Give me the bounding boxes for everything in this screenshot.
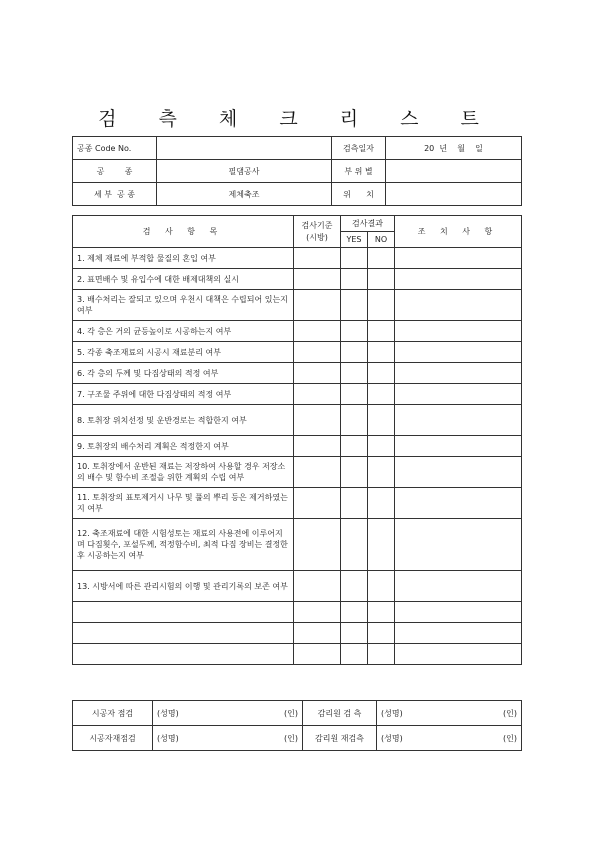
- checklist-item-text: 12. 축조재료에 대한 시험성토는 재료의 사용전에 이루어지며 다짐횟수, 포설두께, 적정함수비, 최적 다짐 장비는 결정한 후 시공하는지 여부: [73, 519, 294, 571]
- yes-cell[interactable]: [341, 269, 368, 290]
- criteria-cell[interactable]: [294, 384, 341, 405]
- criteria-cell[interactable]: [294, 363, 341, 384]
- header-result: 검사결과: [341, 216, 395, 232]
- action-cell[interactable]: [395, 269, 522, 290]
- yes-cell[interactable]: [341, 644, 368, 665]
- criteria-cell[interactable]: [294, 405, 341, 436]
- checklist-table: [72, 215, 522, 665]
- checklist-item-text: 11. 토취장의 표토제거시 나무 및 풀의 뿌리 등은 제거하였는지 여부: [73, 488, 294, 519]
- yes-cell[interactable]: [341, 321, 368, 342]
- yes-cell[interactable]: [341, 342, 368, 363]
- action-cell[interactable]: [395, 290, 522, 321]
- type-label: 공 종: [73, 160, 157, 183]
- checklist-item-text: 3. 배수처리는 잘되고 있으며 우천시 대책은 수립되어 있는지 여부: [73, 290, 294, 321]
- supervisor-recheck-label: 감리원 재검측: [303, 726, 377, 751]
- criteria-cell[interactable]: [294, 602, 341, 623]
- header-action: 조 치 사 항: [395, 216, 522, 248]
- yes-cell[interactable]: [341, 405, 368, 436]
- seal-mark: (인): [503, 708, 517, 718]
- checklist-row: [73, 269, 522, 290]
- name-mark: (성명): [381, 733, 403, 743]
- criteria-cell[interactable]: [294, 248, 341, 269]
- location-field[interactable]: [386, 183, 522, 206]
- no-cell[interactable]: [368, 384, 395, 405]
- checklist-row: [73, 405, 522, 436]
- part-label: 부 위 별: [332, 160, 386, 183]
- checklist-item-text: 6. 각 층의 두께 및 다짐상태의 적정 여부: [73, 363, 294, 384]
- checklist-row: [73, 290, 522, 321]
- checklist-item-text: [73, 623, 294, 644]
- criteria-cell[interactable]: [294, 436, 341, 457]
- action-cell[interactable]: [395, 363, 522, 384]
- checklist-items: [73, 248, 522, 665]
- no-cell[interactable]: [368, 488, 395, 519]
- no-cell[interactable]: [368, 248, 395, 269]
- checklist-row: [73, 342, 522, 363]
- checklist-row: [73, 644, 522, 665]
- action-cell[interactable]: [395, 248, 522, 269]
- checklist-item-text: 9. 토취장의 배수처리 계획은 적정한지 여부: [73, 436, 294, 457]
- action-cell[interactable]: [395, 405, 522, 436]
- sub-type-field[interactable]: 제체축조: [157, 183, 332, 206]
- checklist-item-text: 7. 구조물 주위에 대한 다짐상태의 적정 여부: [73, 384, 294, 405]
- checklist-row: [73, 457, 522, 488]
- yes-cell[interactable]: [341, 623, 368, 644]
- action-cell[interactable]: [395, 457, 522, 488]
- checklist-row: [73, 436, 522, 457]
- code-field[interactable]: [157, 137, 332, 160]
- date-label: 검측일자: [332, 137, 386, 160]
- page-title: 검 측 체 크 리 스 트: [98, 108, 497, 130]
- seal-mark: (인): [284, 733, 298, 743]
- no-cell[interactable]: [368, 519, 395, 571]
- no-cell[interactable]: [368, 644, 395, 665]
- yes-cell[interactable]: [341, 384, 368, 405]
- action-cell[interactable]: [395, 623, 522, 644]
- yes-cell[interactable]: [341, 519, 368, 571]
- yes-cell[interactable]: [341, 488, 368, 519]
- checklist-item-text: 10. 토취장에서 운반된 재료는 저장하여 사용할 경우 저장소의 배수 및 함수비 조절을 위한 계획의 수립 여부: [73, 457, 294, 488]
- criteria-cell[interactable]: [294, 342, 341, 363]
- criteria-cell[interactable]: [294, 269, 341, 290]
- contractor-check-label: 시공자 점검: [73, 701, 153, 726]
- yes-cell[interactable]: [341, 571, 368, 602]
- checklist-row: [73, 321, 522, 342]
- checklist-item-text: 13. 시방서에 따른 관리시험의 이행 및 관리기록의 보존 여부: [73, 571, 294, 602]
- action-cell[interactable]: [395, 602, 522, 623]
- checklist-item-text: [73, 602, 294, 623]
- no-cell[interactable]: [368, 269, 395, 290]
- header-items: 검 사 항 목: [73, 216, 294, 248]
- criteria-cell[interactable]: [294, 457, 341, 488]
- action-cell[interactable]: [395, 321, 522, 342]
- criteria-cell[interactable]: [294, 519, 341, 571]
- signature-table: [72, 700, 522, 751]
- contractor-check-sign[interactable]: [153, 701, 303, 726]
- no-cell[interactable]: [368, 602, 395, 623]
- header-criteria: [294, 216, 341, 248]
- criteria-cell[interactable]: [294, 644, 341, 665]
- checklist-row: [73, 571, 522, 602]
- no-cell[interactable]: [368, 571, 395, 602]
- yes-cell[interactable]: [341, 363, 368, 384]
- yes-cell[interactable]: [341, 457, 368, 488]
- name-mark: (성명): [157, 733, 179, 743]
- no-cell[interactable]: [368, 436, 395, 457]
- action-cell[interactable]: [395, 571, 522, 602]
- action-cell[interactable]: [395, 644, 522, 665]
- yes-cell[interactable]: [341, 290, 368, 321]
- header-criteria-line2: (시방): [306, 232, 328, 242]
- yes-cell[interactable]: [341, 248, 368, 269]
- no-cell[interactable]: [368, 342, 395, 363]
- checklist-row: [73, 248, 522, 269]
- no-cell[interactable]: [368, 457, 395, 488]
- contractor-recheck-sign[interactable]: [153, 726, 303, 751]
- no-cell[interactable]: [368, 363, 395, 384]
- checklist-item-text: 4. 각 층은 거의 균등높이로 시공하는지 여부: [73, 321, 294, 342]
- sub-type-label: 세 부 공 종: [73, 183, 157, 206]
- checklist-row: [73, 488, 522, 519]
- header-criteria-line1: 검사기준: [301, 220, 333, 230]
- action-cell[interactable]: [395, 488, 522, 519]
- checklist-row: [73, 602, 522, 623]
- checklist-row: [73, 384, 522, 405]
- no-cell[interactable]: [368, 321, 395, 342]
- code-label: 공종 Code No.: [73, 137, 157, 160]
- supervisor-recheck-sign[interactable]: [377, 726, 522, 751]
- action-cell[interactable]: [395, 342, 522, 363]
- criteria-cell[interactable]: [294, 290, 341, 321]
- checklist-item-text: 2. 표면배수 및 유입수에 대한 배제대책의 실시: [73, 269, 294, 290]
- checklist-item-text: 1. 제체 재료에 부적합 물질의 혼입 여부: [73, 248, 294, 269]
- contractor-recheck-label: 시공자재점검: [73, 726, 153, 751]
- date-field[interactable]: 20 년 월 일: [386, 137, 522, 160]
- checklist-row: [73, 519, 522, 571]
- checklist-item-text: 8. 토취장 위치선정 및 운반경로는 적합한지 여부: [73, 405, 294, 436]
- checklist-item-text: [73, 644, 294, 665]
- criteria-cell[interactable]: [294, 571, 341, 602]
- supervisor-check-label: 감리원 검 측: [303, 701, 377, 726]
- no-cell[interactable]: [368, 623, 395, 644]
- seal-mark: (인): [284, 708, 298, 718]
- header-no: NO: [368, 232, 395, 248]
- criteria-cell[interactable]: [294, 321, 341, 342]
- criteria-cell[interactable]: [294, 488, 341, 519]
- no-cell[interactable]: [368, 405, 395, 436]
- no-cell[interactable]: [368, 290, 395, 321]
- part-field[interactable]: [386, 160, 522, 183]
- name-mark: (성명): [381, 708, 403, 718]
- criteria-cell[interactable]: [294, 623, 341, 644]
- yes-cell[interactable]: [341, 602, 368, 623]
- action-cell[interactable]: [395, 384, 522, 405]
- type-field[interactable]: 필댐공사: [157, 160, 332, 183]
- info-table: [72, 136, 522, 206]
- header-yes: YES: [341, 232, 368, 248]
- checklist-row: [73, 623, 522, 644]
- location-label: 위 치: [332, 183, 386, 206]
- seal-mark: (인): [503, 733, 517, 743]
- checklist-row: [73, 363, 522, 384]
- yes-cell[interactable]: [341, 436, 368, 457]
- name-mark: (성명): [157, 708, 179, 718]
- action-cell[interactable]: [395, 436, 522, 457]
- supervisor-check-sign[interactable]: [377, 701, 522, 726]
- action-cell[interactable]: [395, 519, 522, 571]
- checklist-item-text: 5. 각종 축조재료의 시공시 재료분리 여부: [73, 342, 294, 363]
